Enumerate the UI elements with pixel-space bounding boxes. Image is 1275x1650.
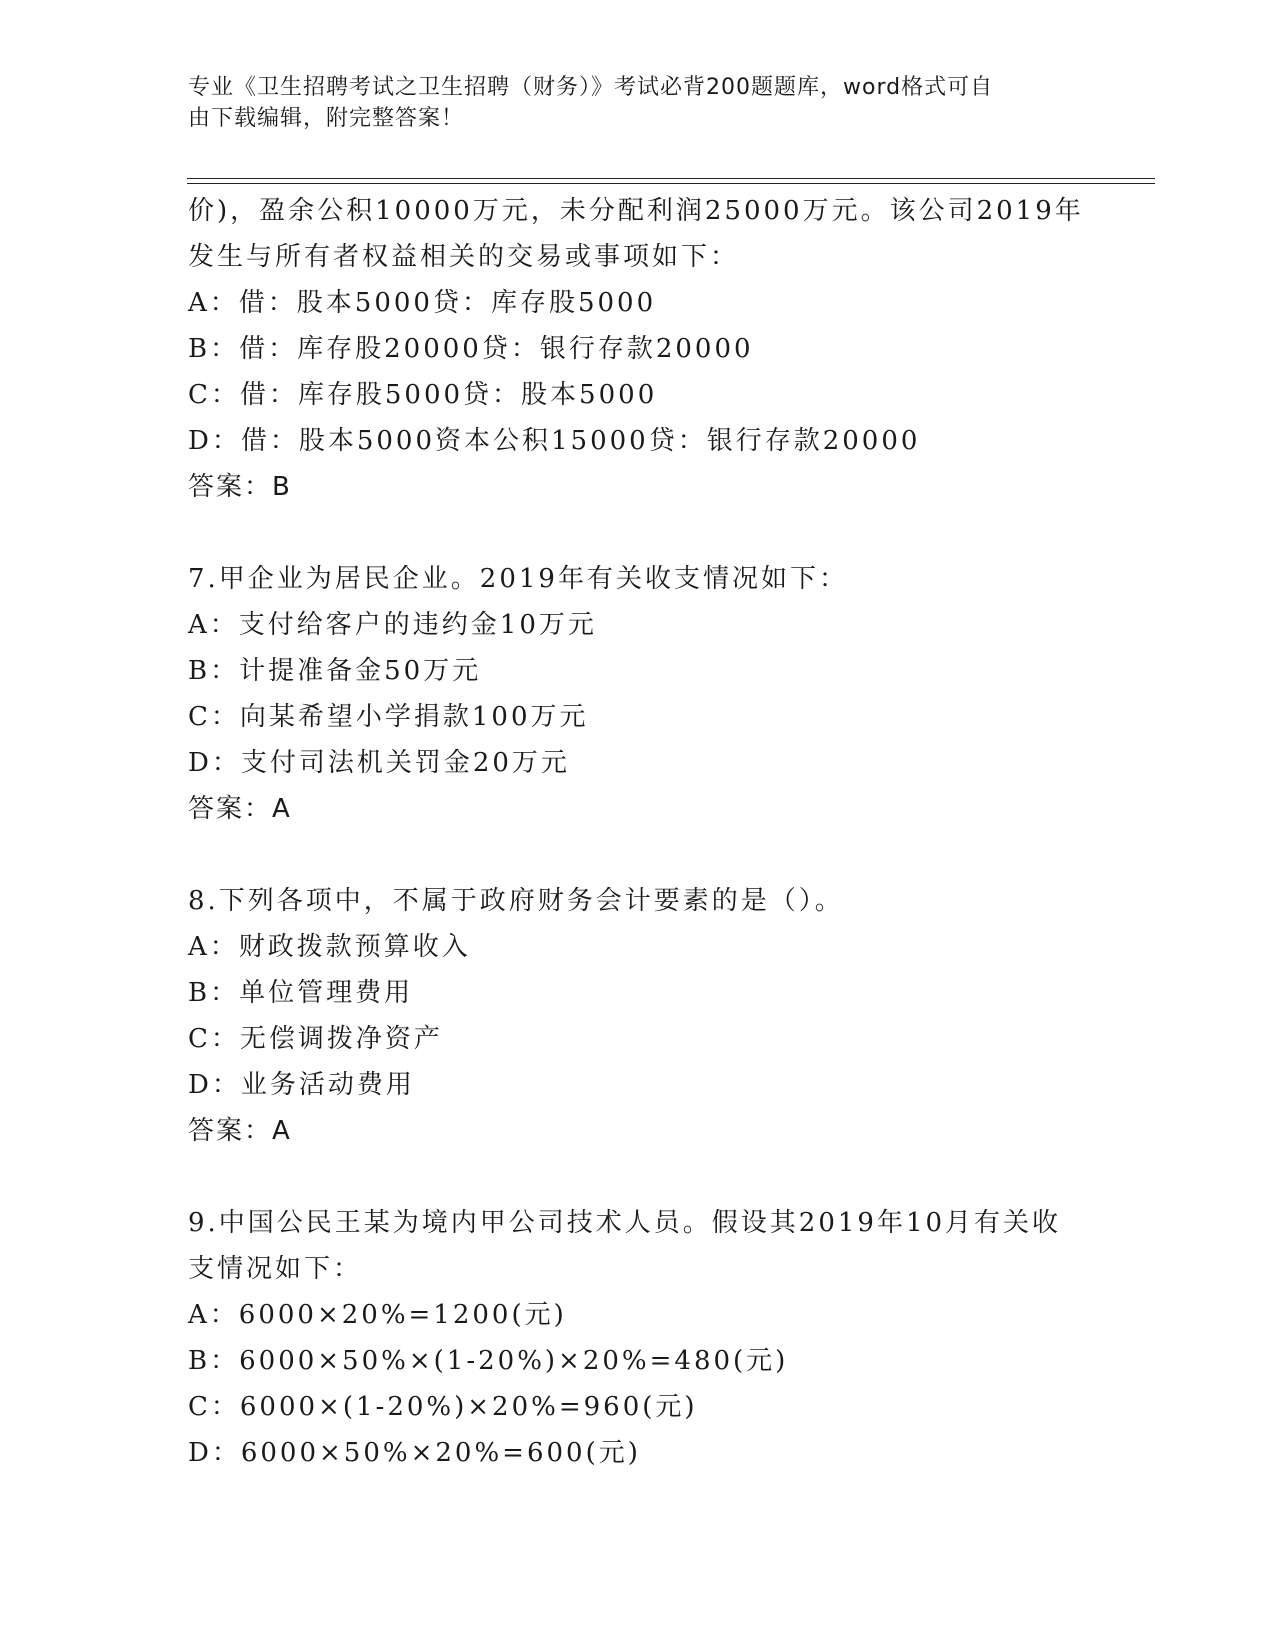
header-divider-bottom <box>187 183 1155 184</box>
question-9 <box>188 1200 1088 1476</box>
question-6 <box>188 188 1088 510</box>
option-c: C：6000×(1-20%)×20%=960(元) <box>188 1392 698 1422</box>
option-c: C：向某希望小学捐款100万元 <box>188 702 589 732</box>
question-stem: 7.甲企业为居民企业。2019年有关收支情况如下： <box>188 564 848 594</box>
question-stem: 发生与所有者权益相关的交易或事项如下： <box>188 242 740 272</box>
option-d: D：6000×50%×20%=600(元) <box>188 1438 641 1468</box>
option-d: D：借：股本5000资本公积15000贷：银行存款20000 <box>188 426 921 456</box>
answer: 答案：B <box>188 472 292 502</box>
question-content <box>188 188 1088 1476</box>
option-a: A：支付给客户的违约金10万元 <box>188 610 597 640</box>
option-d: D：支付司法机关罚金20万元 <box>188 748 570 778</box>
question-7 <box>188 556 1088 832</box>
option-c: C：借：库存股5000贷：股本5000 <box>188 380 658 410</box>
answer: 答案：A <box>188 794 292 824</box>
header-divider-top <box>187 178 1155 179</box>
option-b: B：6000×50%×(1-20%)×20%=480(元) <box>188 1346 789 1376</box>
option-a: A：借：股本5000贷：库存股5000 <box>188 288 657 318</box>
option-b: B：借：库存股20000贷：银行存款20000 <box>188 334 754 364</box>
spacer <box>188 832 1088 878</box>
question-stem: 8.下列各项中，不属于政府财务会计要素的是（）。 <box>188 886 844 916</box>
option-b: B：单位管理费用 <box>188 978 414 1008</box>
option-b: B：计提准备金50万元 <box>188 656 482 686</box>
option-d: D：业务活动费用 <box>188 1070 415 1100</box>
question-stem: 支情况如下： <box>188 1254 363 1284</box>
spacer <box>188 1154 1088 1200</box>
option-c: C：无偿调拨净资产 <box>188 1024 443 1054</box>
question-stem: 9.中国公民王某为境内甲公司技术人员。假设其2019年10月有关收 <box>188 1208 1062 1238</box>
document-header <box>188 72 1068 134</box>
option-a: A：6000×20%=1200(元) <box>188 1300 567 1330</box>
answer: 答案：A <box>188 1116 292 1146</box>
question-stem: 价)，盈余公积10000万元，未分配利润25000万元。该公司2019年 <box>188 196 1084 226</box>
option-a: A：财政拨款预算收入 <box>188 932 471 962</box>
question-8 <box>188 878 1088 1154</box>
header-line-1: 专业《卫生招聘考试之卫生招聘（财务）》考试必背200题题库，word格式可自 <box>188 75 994 100</box>
spacer <box>188 510 1088 556</box>
header-line-2: 由下载编辑，附完整答案！ <box>188 106 465 131</box>
